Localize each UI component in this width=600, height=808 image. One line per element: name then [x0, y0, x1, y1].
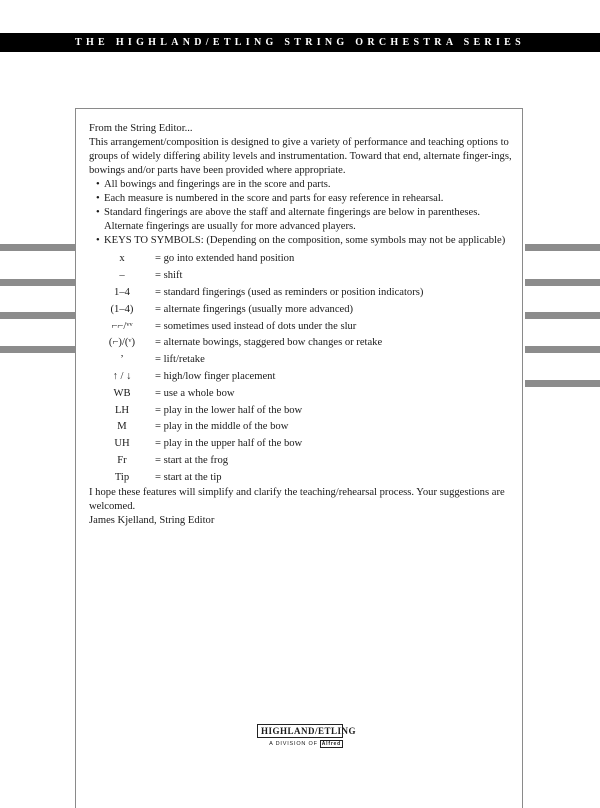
symbol-description: = high/low finger placement — [155, 370, 276, 382]
publisher-logo — [257, 724, 357, 748]
symbol: LH — [114, 404, 130, 416]
right-stripe — [525, 312, 600, 319]
symbol-row — [89, 453, 513, 470]
symbol-description: = start at the tip — [155, 471, 222, 483]
symbol: (1–4) — [110, 303, 134, 315]
intro-paragraph: This arrangement/composition is designed to give a variety of performance and teaching options to groups of widely differing ability levels and instrumentation. Toward that end, alternate finger-ings, bowings and/or parts have been provided where appropriate. — [89, 137, 512, 176]
series-header-bar — [0, 33, 600, 52]
logo-subtitle: A DIVISION OF — [269, 741, 318, 747]
symbol-row — [89, 251, 513, 268]
left-stripe — [0, 312, 75, 319]
symbol: – — [119, 270, 125, 282]
right-stripe — [525, 279, 600, 286]
symbol-description: = standard fingerings (used as reminders or position indicators) — [155, 286, 424, 298]
symbol-key-table — [89, 251, 513, 486]
bullet-list — [89, 178, 513, 248]
left-stripe — [0, 346, 75, 353]
symbol-row — [89, 352, 513, 369]
symbol: 1–4 — [114, 286, 130, 298]
closing-paragraph: I hope these features will simplify and clarify the teaching/rehearsal process. Your suggestions are welcomed. — [89, 487, 505, 513]
symbol-description: = start at the frog — [155, 454, 229, 466]
left-stripe — [0, 279, 75, 286]
series-title: THE HIGHLAND/ETLING STRING ORCHESTRA SERIES — [75, 37, 525, 48]
bullet-item: • KEYS TO SYMBOLS: (Depending on the composition, some symbols may not be applicable) — [89, 234, 513, 248]
symbol-description: = play in the upper half of the bow — [155, 438, 303, 450]
left-stripe — [0, 244, 75, 251]
logo-title: HIGHLAND/ETLING — [257, 724, 343, 738]
symbol: ↑ / ↓ — [112, 370, 132, 382]
symbol-description: = play in the middle of the bow — [155, 421, 289, 433]
symbol-description: = shift — [155, 270, 183, 282]
symbol-description: = go into extended hand position — [155, 253, 295, 265]
symbol: (⌐)/(ᵛ) — [108, 337, 136, 349]
signature: James Kjelland, String Editor — [89, 515, 215, 527]
symbol-row — [89, 318, 513, 335]
symbol: UH — [114, 438, 130, 450]
symbol-description: = sometimes used instead of dots under the slur — [155, 320, 357, 332]
symbol-description: = lift/retake — [155, 354, 205, 366]
bullet-item: • All bowings and fingerings are in the score and parts. — [89, 178, 513, 192]
symbol-row — [89, 419, 513, 436]
right-stripe — [525, 380, 600, 387]
symbol: ⌐⌐/ᵛᵛ — [111, 320, 133, 332]
symbol-row — [89, 285, 513, 302]
right-stripe — [525, 244, 600, 251]
symbol-row — [89, 268, 513, 285]
right-stripe — [525, 346, 600, 353]
symbol: WB — [113, 387, 131, 399]
symbol-row — [89, 402, 513, 419]
logo-subtitle-row — [257, 740, 343, 748]
symbol: Fr — [117, 454, 127, 466]
symbol-description: = play in the lower half of the bow — [155, 404, 303, 416]
symbol: Tip — [114, 471, 130, 483]
bullet-item: • Each measure is numbered in the score and parts for easy reference in rehearsal. — [89, 192, 513, 206]
symbol-description: = alternate fingerings (usually more advanced) — [155, 303, 354, 315]
alfred-logo-icon: Alfred — [321, 741, 341, 747]
symbol-description: = use a whole bow — [155, 387, 235, 399]
symbol-row — [89, 469, 513, 486]
editor-note — [89, 122, 513, 528]
bullet-item: • Standard fingerings are above the staff and alternate fingerings are below in parentheses. Alternate fingerings are usually for more advanced players. — [89, 206, 513, 234]
symbol: M — [117, 421, 127, 433]
greeting: From the String Editor... — [89, 123, 193, 134]
symbol-row — [89, 385, 513, 402]
symbol-description: = alternate bowings, staggered bow changes or retake — [155, 337, 383, 349]
symbol: ’ — [120, 354, 124, 366]
symbol-row — [89, 436, 513, 453]
symbol-row — [89, 369, 513, 386]
symbol: x — [119, 253, 125, 265]
symbol-row — [89, 301, 513, 318]
symbol-row — [89, 335, 513, 352]
